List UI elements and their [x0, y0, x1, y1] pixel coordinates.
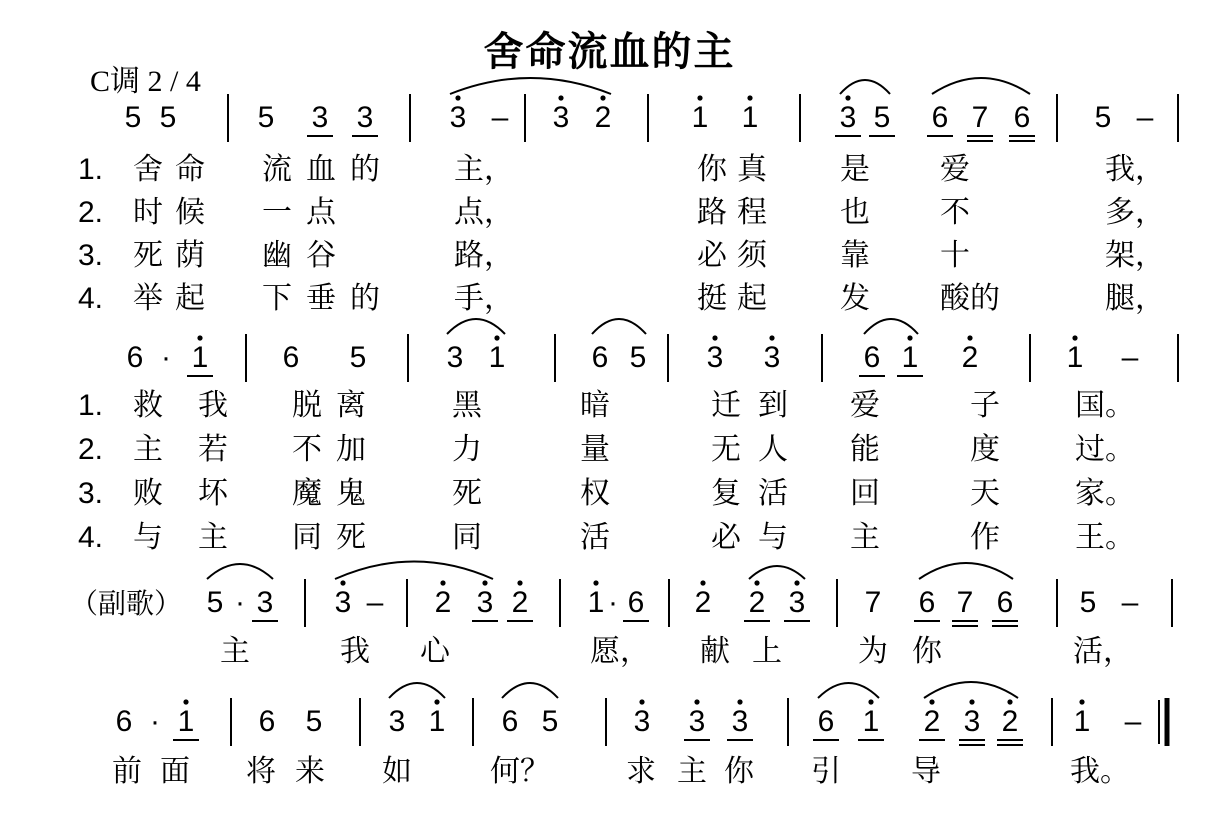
octave-dot: [845, 95, 850, 100]
note: 2: [1001, 705, 1019, 738]
lyric-syllable: 力: [452, 432, 482, 467]
lyric-syllable: 垂: [306, 281, 336, 316]
dash-note: –: [491, 101, 509, 134]
note: 1: [587, 586, 605, 619]
note: 5: [1079, 586, 1097, 619]
slur: [840, 80, 890, 94]
note: 3: [706, 341, 724, 374]
dash-note: –: [366, 586, 384, 619]
augmentation-dot: ·: [161, 341, 171, 374]
note: 2: [511, 586, 529, 619]
octave-dot: [1072, 335, 1077, 340]
lyric-syllable: 不: [292, 432, 322, 467]
note: 5: [257, 101, 275, 134]
octave-dot: [558, 95, 563, 100]
octave-dot: [969, 699, 974, 704]
lyric-syllable: 手，: [454, 281, 514, 316]
note: 1: [691, 101, 709, 134]
octave-dot: [1079, 699, 1084, 704]
lyric-syllable: 与: [758, 520, 788, 555]
lyric-syllable: 主，: [454, 152, 514, 187]
lyric-syllable: 过。: [1075, 432, 1135, 467]
lyric-syllable: 何？: [490, 754, 550, 789]
note: 2: [594, 101, 612, 134]
note: 5: [124, 101, 142, 134]
lyric-syllable: 迁: [711, 388, 741, 423]
note: 2: [434, 586, 452, 619]
slur: [932, 78, 1030, 94]
lyric-syllable: 子: [970, 388, 1000, 423]
lyric-syllable: 我: [340, 634, 370, 669]
lyric-syllable: 主: [198, 520, 228, 555]
lyric-syllable: 十: [940, 238, 970, 273]
lyric-syllable: 起: [175, 281, 205, 316]
octave-dot: [197, 335, 202, 340]
lyric-syllable: 你: [724, 754, 754, 789]
note: 3: [788, 586, 806, 619]
lyric-syllable: 活: [580, 520, 610, 555]
verse-number: 4.: [78, 282, 104, 315]
lyric-syllable: 上: [752, 634, 782, 669]
lyric-syllable: 暗: [580, 388, 610, 423]
lyric-syllable: 面: [160, 754, 190, 789]
note: 6: [591, 341, 609, 374]
lyric-syllable: 死: [133, 238, 163, 273]
lyric-syllable: 同: [452, 520, 482, 555]
octave-dot: [769, 335, 774, 340]
note: 2: [748, 586, 766, 619]
lyric-syllable: 是: [840, 152, 870, 187]
lyric-syllable: 腿，: [1105, 281, 1165, 316]
note: 6: [627, 586, 645, 619]
verse-number: 2.: [78, 196, 104, 229]
lyric-syllable: 举: [133, 281, 163, 316]
lyric-syllable: 起: [737, 281, 767, 316]
octave-dot: [700, 580, 705, 585]
octave-dot: [455, 95, 460, 100]
lyric-syllable: 的: [350, 152, 380, 187]
octave-dot: [697, 95, 702, 100]
lyric-syllable: 国。: [1075, 388, 1135, 423]
lyric-syllable: 引: [811, 754, 841, 789]
lyric-syllable: 无: [711, 432, 741, 467]
octave-dot: [929, 699, 934, 704]
lyric-syllable: 点: [306, 195, 336, 230]
lyric-syllable: 的: [350, 281, 380, 316]
octave-dot: [967, 335, 972, 340]
lyric-syllable: 我: [198, 388, 228, 423]
lyric-syllable: 量: [580, 432, 610, 467]
slur: [924, 682, 1018, 698]
note: 6: [282, 341, 300, 374]
note: 2: [694, 586, 712, 619]
octave-dot: [868, 699, 873, 704]
lyric-syllable: 你: [697, 152, 727, 187]
octave-dot: [712, 335, 717, 340]
lyric-syllable: 流: [262, 152, 292, 187]
note: 5: [206, 586, 224, 619]
lyric-syllable: 爱: [940, 152, 970, 187]
lyric-syllable: 荫: [175, 238, 205, 273]
lyric-syllable: 来: [295, 754, 325, 789]
lyric-syllable: 活: [758, 476, 788, 511]
verse-number: 1.: [78, 153, 104, 186]
lyric-syllable: 必: [711, 520, 741, 555]
lyric-syllable: 下: [262, 281, 292, 316]
note: 6: [258, 705, 276, 738]
note: 3: [839, 101, 857, 134]
verse-number: 2.: [78, 433, 104, 466]
octave-dot: [754, 580, 759, 585]
augmentation-dot: ·: [608, 586, 618, 619]
note: 3: [633, 705, 651, 738]
lyric-syllable: 须: [737, 238, 767, 273]
lyric-syllable: 能: [850, 432, 880, 467]
note: 6: [817, 705, 835, 738]
note: 3: [476, 586, 494, 619]
note: 1: [1073, 705, 1091, 738]
lyric-syllable: 救: [133, 388, 163, 423]
lyric-syllable: 复: [711, 476, 741, 511]
dash-note: –: [1136, 101, 1154, 134]
note: 3: [311, 101, 329, 134]
lyric-syllable: 为: [858, 634, 888, 669]
note: 6: [918, 586, 936, 619]
slur: [389, 683, 445, 698]
note: 3: [763, 341, 781, 374]
dash-note: –: [1124, 705, 1142, 738]
lyric-syllable: 发: [840, 281, 870, 316]
octave-dot: [907, 335, 912, 340]
note: 6: [1013, 101, 1031, 134]
note: 7: [971, 101, 989, 134]
lyric-syllable: 爱: [850, 388, 880, 423]
augmentation-dot: ·: [235, 586, 245, 619]
verse-number: 4.: [78, 521, 104, 554]
note: 5: [541, 705, 559, 738]
dash-note: –: [1121, 586, 1139, 619]
note: 5: [629, 341, 647, 374]
lyric-syllable: 加: [336, 432, 366, 467]
lyric-syllable: 命: [175, 152, 205, 187]
note: 5: [873, 101, 891, 134]
lyric-syllable: 你: [912, 634, 942, 669]
lyric-syllable: 如: [382, 754, 412, 789]
note: 6: [996, 586, 1014, 619]
octave-dot: [747, 95, 752, 100]
lyric-syllable: 导: [911, 754, 941, 789]
chorus-label: （副歌）: [70, 587, 183, 620]
lyric-syllable: 鬼: [336, 476, 366, 511]
augmentation-dot: ·: [150, 705, 160, 738]
octave-dot: [737, 699, 742, 704]
note: 7: [864, 586, 882, 619]
lyric-syllable: 愿，: [590, 634, 650, 669]
note: 2: [961, 341, 979, 374]
note: 5: [305, 705, 323, 738]
verse-number: 3.: [78, 477, 104, 510]
note: 5: [1094, 101, 1112, 134]
note: 6: [931, 101, 949, 134]
octave-dot: [494, 335, 499, 340]
lyric-syllable: 前: [112, 754, 142, 789]
lyric-syllable: 到: [758, 388, 788, 423]
lyric-syllable: 我。: [1070, 754, 1130, 789]
note: 1: [1066, 341, 1084, 374]
lyric-syllable: 活，: [1073, 634, 1133, 669]
slur: [919, 563, 1013, 579]
lyric-syllable: 心: [420, 634, 450, 669]
note: 7: [956, 586, 974, 619]
lyric-syllable: 离: [336, 388, 366, 423]
note: 3: [963, 705, 981, 738]
lyric-syllable: 路，: [454, 238, 514, 273]
octave-dot: [600, 95, 605, 100]
lyric-syllable: 时: [133, 195, 163, 230]
slur: [502, 683, 558, 698]
note: 5: [349, 341, 367, 374]
lyric-syllable: 回: [850, 476, 880, 511]
key-signature: C调 2 / 4: [90, 65, 201, 98]
note: 3: [334, 586, 352, 619]
octave-dot: [639, 699, 644, 704]
octave-dot: [694, 699, 699, 704]
octave-dot: [593, 580, 598, 585]
lyric-syllable: 主: [133, 432, 163, 467]
lyric-syllable: 败: [133, 476, 163, 511]
lyric-syllable: 不: [940, 195, 970, 230]
slur: [207, 564, 273, 579]
note: 6: [126, 341, 144, 374]
lyric-syllable: 王。: [1075, 520, 1135, 555]
note: 1: [488, 341, 506, 374]
lyric-syllable: 也: [840, 195, 870, 230]
lyric-syllable: 权: [580, 476, 610, 511]
note: 3: [256, 586, 274, 619]
lyric-syllable: 主: [677, 754, 707, 789]
verse-number: 1.: [78, 389, 104, 422]
lyric-syllable: 脱: [292, 388, 322, 423]
octave-dot: [517, 580, 522, 585]
lyric-syllable: 真: [737, 152, 767, 187]
note: 1: [177, 705, 195, 738]
note: 1: [901, 341, 919, 374]
note: 5: [159, 101, 177, 134]
lyric-syllable: 幽: [262, 238, 292, 273]
lyric-syllable: 献: [700, 634, 730, 669]
lyric-syllable: 一: [262, 195, 292, 230]
slur: [335, 562, 493, 580]
note: 1: [862, 705, 880, 738]
lyric-syllable: 求: [626, 754, 656, 789]
note: 6: [863, 341, 881, 374]
lyric-syllable: 血: [306, 152, 336, 187]
octave-dot: [440, 580, 445, 585]
note: 3: [388, 705, 406, 738]
note: 3: [356, 101, 374, 134]
note: 6: [115, 705, 133, 738]
note: 1: [428, 705, 446, 738]
lyric-syllable: 将: [246, 754, 276, 789]
octave-dot: [794, 580, 799, 585]
slur: [447, 319, 505, 334]
lyric-syllable: 我，: [1105, 152, 1165, 187]
lyric-syllable: 酸的: [940, 281, 1000, 316]
lyric-syllable: 架，: [1105, 238, 1165, 273]
dash-note: –: [1121, 341, 1139, 374]
octave-dot: [340, 580, 345, 585]
lyric-syllable: 点，: [454, 195, 514, 230]
lyric-syllable: 候: [175, 195, 205, 230]
lyric-syllable: 主: [850, 520, 880, 555]
lyric-syllable: 必: [697, 238, 727, 273]
lyric-syllable: 黑: [452, 388, 482, 423]
note: 3: [446, 341, 464, 374]
lyric-syllable: 同: [292, 520, 322, 555]
note: 3: [449, 101, 467, 134]
lyric-syllable: 人: [758, 432, 788, 467]
slur: [749, 566, 805, 579]
note: 2: [923, 705, 941, 738]
lyric-syllable: 若: [198, 432, 228, 467]
lyric-syllable: 度: [970, 432, 1000, 467]
lyric-syllable: 谷: [306, 238, 336, 273]
octave-dot: [1007, 699, 1012, 704]
note: 1: [741, 101, 759, 134]
octave-dot: [183, 699, 188, 704]
slur: [592, 319, 646, 334]
lyric-syllable: 多，: [1105, 195, 1165, 230]
note: 3: [731, 705, 749, 738]
note: 6: [501, 705, 519, 738]
lyric-syllable: 家。: [1075, 476, 1135, 511]
lyric-syllable: 程: [737, 195, 767, 230]
lyric-syllable: 死: [336, 520, 366, 555]
slur: [450, 78, 611, 94]
slur: [864, 319, 918, 334]
lyric-syllable: 魔: [292, 476, 322, 511]
lyric-syllable: 靠: [840, 238, 870, 273]
lyric-syllable: 路: [697, 195, 727, 230]
lyric-syllable: 与: [133, 520, 163, 555]
note: 1: [191, 341, 209, 374]
lyric-syllable: 坏: [198, 476, 228, 511]
note: 3: [552, 101, 570, 134]
lyric-syllable: 主: [220, 634, 250, 669]
lyric-syllable: 舍: [133, 152, 163, 187]
verse-number: 3.: [78, 239, 104, 272]
note: 3: [688, 705, 706, 738]
octave-dot: [482, 580, 487, 585]
slur: [818, 683, 879, 698]
lyric-syllable: 死: [452, 476, 482, 511]
lyric-syllable: 作: [970, 520, 1000, 555]
lyric-syllable: 天: [970, 476, 1000, 511]
song-title: 舍命流血的主: [483, 29, 736, 75]
octave-dot: [434, 699, 439, 704]
lyric-syllable: 挺: [697, 281, 727, 316]
